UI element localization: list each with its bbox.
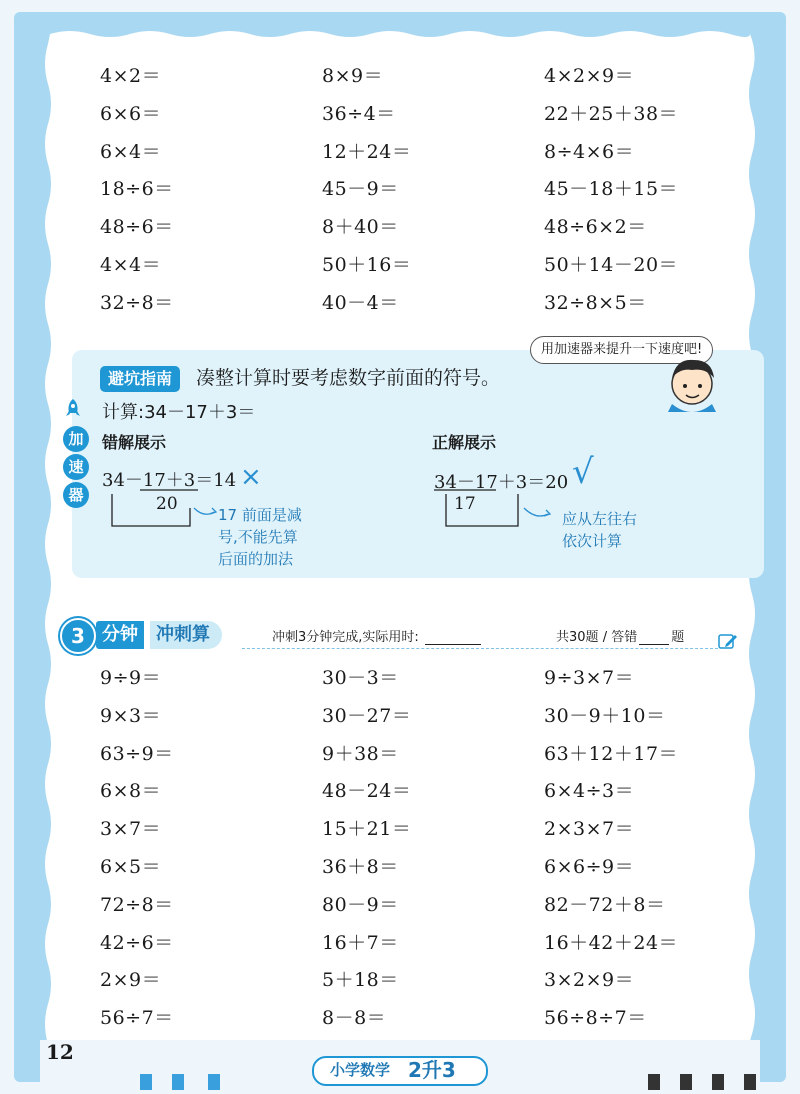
side-label-char: 速 — [63, 454, 89, 480]
check-mark-icon: √ — [572, 452, 594, 492]
problem-cell: 5＋18＝ — [322, 969, 399, 992]
problem-cell: 80－9＝ — [322, 893, 399, 916]
problem-cell: 48－24＝ — [322, 780, 412, 803]
problem-cell: 30－9＋10＝ — [544, 704, 666, 727]
footer-book-title: 小学数学 — [330, 1061, 391, 1079]
problem-cell: 4×4＝ — [100, 253, 162, 276]
problem-cell: 48÷6×2＝ — [544, 216, 647, 239]
problem-cell: 16＋42＋24＝ — [544, 931, 679, 954]
problem-cell: 8÷4×6＝ — [544, 140, 635, 163]
problem-cell: 56÷7＝ — [100, 1007, 174, 1030]
footer-grade: 2升3 — [408, 1058, 456, 1082]
footer-bar — [680, 1074, 692, 1090]
problem-cell: 16＋7＝ — [322, 931, 399, 954]
problem-cell: 45－18＋15＝ — [544, 178, 679, 201]
problem-cell: 8×9＝ — [322, 65, 384, 87]
problem-cell: 32÷8＝ — [100, 291, 174, 314]
right-title: 正解展示 — [432, 433, 497, 452]
problem-cell: 6×8＝ — [100, 780, 162, 803]
pencil-icon — [718, 632, 738, 650]
problem-cell: 56÷8÷7＝ — [544, 1007, 647, 1030]
side-label-char: 器 — [63, 482, 89, 508]
problem-cell: 45－9＝ — [322, 178, 399, 201]
problem-cell: 18÷6＝ — [100, 178, 174, 201]
right-expression: 34－17＋3＝20 — [434, 472, 569, 493]
right-note: 应从左往右 依次计算 — [562, 510, 638, 550]
footer-bar — [172, 1074, 184, 1090]
problem-cell: 30－3＝ — [322, 667, 399, 689]
time-info: 冲刺3分钟完成,实际用时: — [272, 626, 481, 645]
problem-cell: 36＋8＝ — [322, 855, 399, 878]
problem-cell: 4×2＝ — [100, 65, 162, 87]
problem-cell: 42÷6＝ — [100, 931, 174, 954]
wrong-expression: 34－17＋3＝14 — [102, 470, 237, 491]
section-title-b: 冲刺算 — [150, 621, 222, 649]
right-subresult: 17 — [454, 494, 476, 514]
score-info: 共30题 / 答错 题 — [556, 630, 685, 645]
problem-cell: 9÷9＝ — [100, 667, 162, 689]
section-divider — [242, 648, 718, 649]
problem-cell: 6×6＝ — [100, 102, 162, 125]
tip-description: 凑整计算时要考虑数字前面的符号。 — [196, 367, 501, 389]
footer-bar — [648, 1074, 660, 1090]
problem-cell: 6×4＝ — [100, 140, 162, 163]
page-number: 12 — [46, 1040, 74, 1064]
top-problem-grid — [100, 58, 766, 323]
footer-bar — [712, 1074, 724, 1090]
calc-problem: 计算:34－17＋3＝ — [102, 402, 256, 423]
problem-cell: 3×2×9＝ — [544, 969, 635, 992]
problem-cell: 82－72＋8＝ — [544, 893, 666, 916]
side-label-char: 加 — [63, 426, 89, 452]
problem-cell: 30－27＝ — [322, 704, 412, 727]
problem-cell: 4×2×9＝ — [544, 65, 635, 87]
problem-cell: 3×7＝ — [100, 818, 162, 841]
problem-cell: 6×6÷9＝ — [544, 855, 635, 878]
problem-cell: 2×3×7＝ — [544, 818, 635, 841]
tip-tag: 避坑指南 — [100, 366, 180, 392]
footer-bar — [140, 1074, 152, 1090]
problem-cell: 63÷9＝ — [100, 742, 174, 765]
problem-cell: 32÷8×5＝ — [544, 291, 647, 314]
wrong-title: 错解展示 — [102, 433, 167, 452]
bottom-problem-grid — [100, 660, 766, 1038]
footer-bar — [744, 1074, 756, 1090]
problem-cell: 8－8＝ — [322, 1007, 387, 1030]
problem-cell: 50＋14－20＝ — [544, 253, 679, 276]
problem-cell: 72÷8＝ — [100, 893, 174, 916]
problem-cell: 48÷6＝ — [100, 216, 174, 239]
wrong-note: 17 前面是减 号,不能先算 后面的加法 — [218, 506, 302, 568]
footer-bar — [208, 1074, 220, 1090]
problem-cell: 8＋40＝ — [322, 216, 399, 239]
wrong-subresult: 20 — [156, 494, 178, 514]
section-number-badge: 3 — [60, 618, 96, 654]
rocket-icon — [62, 398, 84, 420]
problem-cell: 2×9＝ — [100, 969, 162, 992]
problem-cell: 12＋24＝ — [322, 140, 412, 163]
problem-cell: 63＋12＋17＝ — [544, 742, 679, 765]
problem-cell: 9＋38＝ — [322, 742, 399, 765]
speech-bubble: 用加速器来提升一下速度吧! — [530, 336, 713, 364]
wrong-mark-icon: × — [240, 462, 262, 492]
problem-cell: 9×3＝ — [100, 704, 162, 727]
problem-cell: 22＋25＋38＝ — [544, 102, 679, 125]
section-title-a: 分钟 — [96, 621, 144, 649]
problem-cell: 6×4÷3＝ — [544, 780, 635, 803]
problem-cell: 9÷3×7＝ — [544, 667, 635, 689]
problem-cell: 15＋21＝ — [322, 818, 412, 841]
problem-cell: 40－4＝ — [322, 291, 399, 314]
problem-cell: 50＋16＝ — [322, 253, 412, 276]
problem-cell: 36÷4＝ — [322, 102, 396, 125]
problem-cell: 6×5＝ — [100, 855, 162, 878]
